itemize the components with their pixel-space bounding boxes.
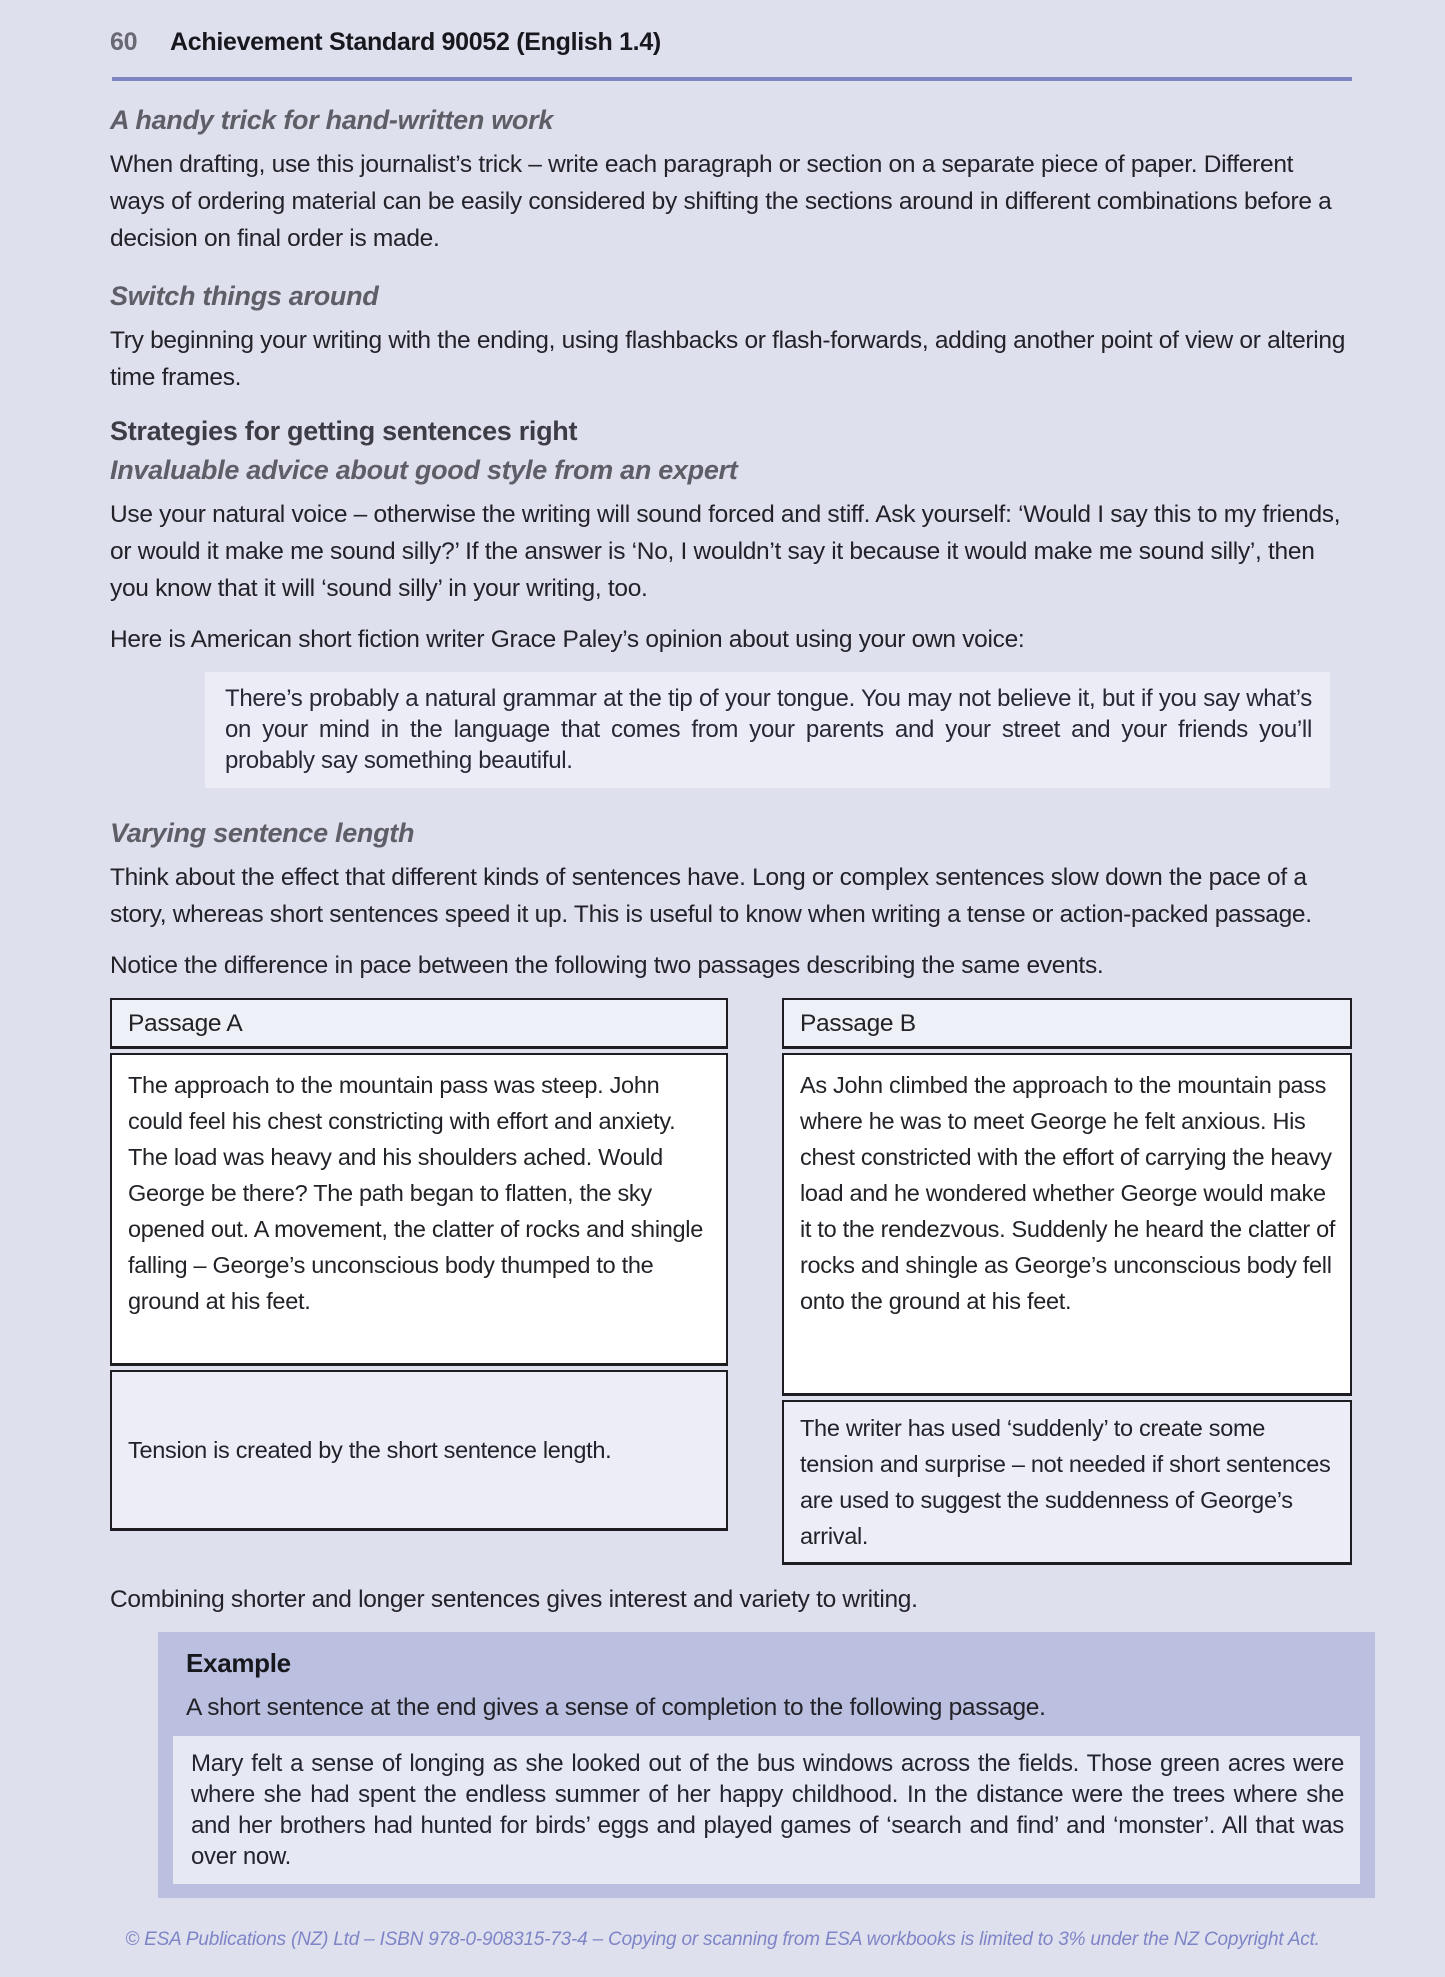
- paragraph-combining: Combining shorter and longer sentences gives interest and variety to writing.: [110, 1586, 918, 1613]
- heading-varying-length: Varying sentence length: [110, 818, 415, 848]
- example-title: Example: [186, 1648, 291, 1678]
- paragraph-varying-length: Think about the effect that different kinds of sentences have. Long or complex sentences slow down the pace of a story, whereas short sentences speed it up. This is useful to know when writing a tense or action-packed passage.: [110, 864, 1312, 928]
- example-box: [158, 1632, 1375, 1898]
- passage-a-column: [110, 998, 728, 1565]
- heading-switch-things: Switch things around: [110, 281, 379, 311]
- paragraph-notice-difference: Notice the difference in pace between the following two passages describing the same events.: [110, 952, 1104, 979]
- paragraph-switch-things: Try beginning your writing with the ending, using flashbacks or flash-forwards, adding another point of view or altering time frames.: [110, 327, 1346, 391]
- passage-b-body: As John climbed the approach to the mountain pass where he was to meet George he felt anxious. His chest constricted with the effort of carrying the heavy load and he wondered whether George would make it to the rendezvous. Suddenly he heard the clatter of rocks and shingle as George’s unconscious body fell onto the ground at his feet.: [782, 1053, 1352, 1396]
- passage-b-column: [782, 998, 1352, 1565]
- passage-a-body: The approach to the mountain pass was steep. John could feel his chest constricting with effort and anxiety. The load was heavy and his shoulders ached. Would George be there? The path began to flatten, the sky opened out. A movement, the clatter of rocks and shingle falling – George’s unconscious body thumped to the ground at his feet.: [110, 1053, 728, 1366]
- heading-handy-trick: A handy trick for hand-written work: [110, 105, 554, 135]
- page-header: [110, 28, 1352, 57]
- passage-a-header: Passage A: [110, 998, 728, 1049]
- heading-strategies: Strategies for getting sentences right: [110, 416, 578, 446]
- copyright-footer: © ESA Publications (NZ) Ltd – ISBN 978-0-908315-73-4 – Copying or scanning from ESA workbooks is limited to 3% under the NZ Copyright Act.: [125, 1929, 1320, 1950]
- passage-b-comment: [782, 1400, 1352, 1565]
- header-rule-divider: [112, 77, 1352, 81]
- page-number: 60: [110, 28, 138, 56]
- paley-quote-box: There’s probably a natural grammar at the tip of your tongue. You may not believe it, but if you say what’s on your mind in the language that comes from your parents and your street and your friends you’ll probably say something beautiful.: [205, 672, 1330, 788]
- heading-invaluable-advice: Invaluable advice about good style from an expert: [110, 455, 738, 485]
- paragraph-handy-trick: When drafting, use this journalist’s trick – write each paragraph or section on a separate piece of paper. Different ways of ordering material can be easily considered by shifting the sections around in different combinations before a decision on final order is made.: [110, 151, 1332, 252]
- passage-a-comment: [110, 1370, 728, 1531]
- paragraph-paley-intro: Here is American short fiction writer Grace Paley’s opinion about using your own voice:: [110, 626, 1025, 653]
- passage-b-header: Passage B: [782, 998, 1352, 1049]
- example-intro: A short sentence at the end gives a sense of completion to the following passage.: [186, 1694, 1046, 1721]
- example-quote-box: Mary felt a sense of longing as she looked out of the bus windows across the fields. Those green acres were where she had spent the endless summer of her happy childhood. In the distance were the trees where she and her brothers had hunted for birds’ eggs and played games of ‘search and find’ and ‘monster’. All that was over now.: [173, 1736, 1360, 1884]
- passage-comparison-tables: [110, 998, 1352, 1565]
- passage-b-comment-text: The writer has used ‘suddenly’ to create some tension and surprise – not needed if short sentences are used to suggest the suddenness of George’s arrival.: [800, 1415, 1331, 1549]
- page-title: Achievement Standard 90052 (English 1.4): [170, 28, 661, 56]
- passage-a-comment-text: Tension is created by the short sentence length.: [128, 1437, 612, 1463]
- paragraph-natural-voice: Use your natural voice – otherwise the writing will sound forced and stiff. Ask yourself: ‘Would I say this to my friends, or would it make me sound silly?’ If the answer is ‘No, I wouldn’t say it because it would make me sound silly’, then you know that it will ‘sound silly’ in your writing, too.: [110, 501, 1341, 602]
